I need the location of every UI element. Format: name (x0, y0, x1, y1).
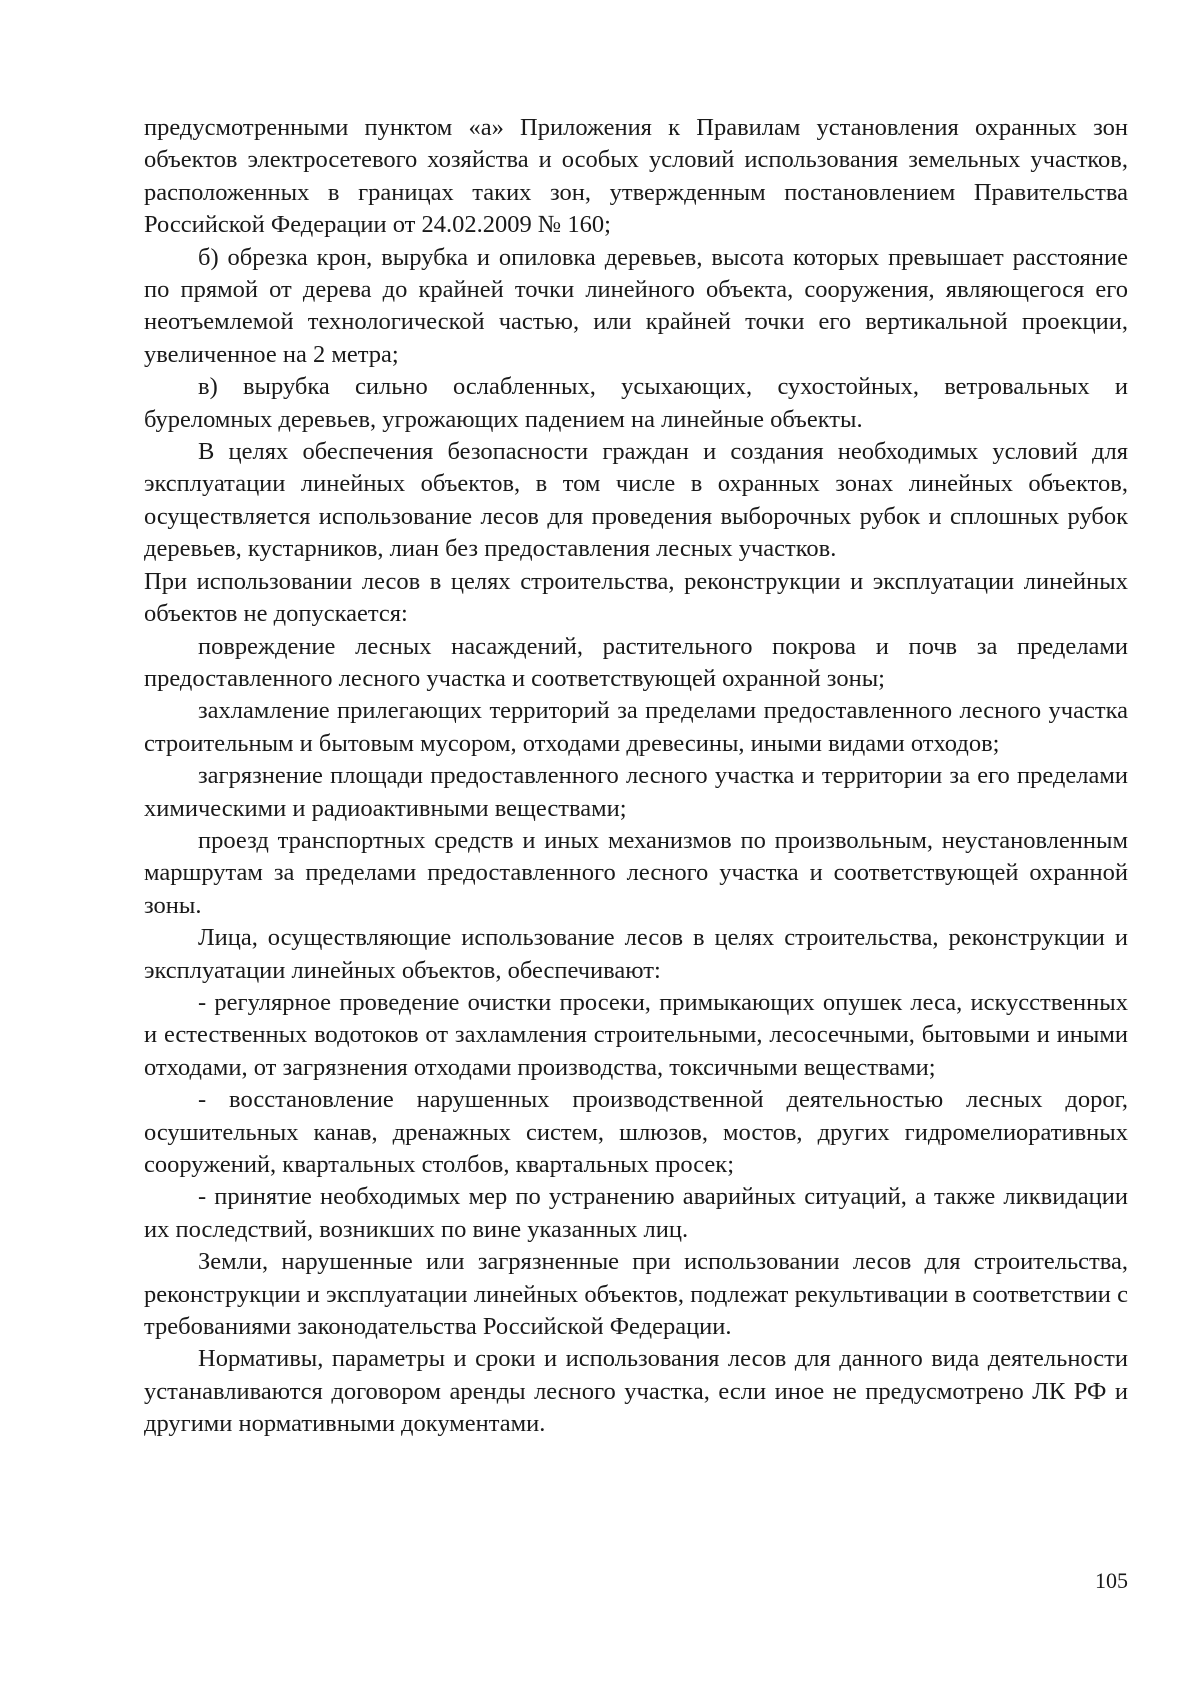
paragraph-1: предусмотренными пунктом «а» Приложения к Правилам установления охранных зон объектов электросетевого хозяйства и особых условий использования земельных участков, расположенных в границах таких зон, утвержденным постановлением Правительства Российской Федерации от 24.02.2009 № 160; (144, 114, 1128, 239)
paragraph-6: повреждение лесных насаждений, растительного покрова и почв за пределами предоставленного лесного участка и соответствующей охранной зоны; (144, 632, 1128, 692)
paragraph-7: захламление прилегающих территорий за пределами предоставленного лесного участка строительным и бытовым мусором, отходами древесины, иными видами отходов; (144, 697, 1128, 757)
page-number: 105 (1095, 1568, 1128, 1593)
paragraph-15: Нормативы, параметры и сроки и использования лесов для данного вида деятельности устанавливаются договором аренды лесного участка, если иное не предусмотрено ЛК РФ и другими нормативными документами. (144, 1345, 1128, 1438)
paragraph-13: - принятие необходимых мер по устранению аварийных ситуаций, а также ликвидации их последствий, возникших по вине указанных лиц. (144, 1183, 1128, 1243)
paragraph-3: в) вырубка сильно ослабленных, усыхающих, сухостойных, ветровальных и буреломных деревьев, угрожающих падением на линейные объекты. (144, 373, 1128, 433)
paragraph-2: б) обрезка крон, вырубка и опиловка деревьев, высота которых превышает расстояние по прямой от дерева до крайней точки линейного объекта, сооружения, являющегося его неотъемлемой технологической частью, или крайней точки его вертикальной проекции, увеличенное на 2 метра; (144, 243, 1128, 368)
paragraph-11: - регулярное проведение очистки просеки, примыкающих опушек леса, искусственных и естественных водотоков от захламления строительными, лесосечными, бытовыми и иными отходами, от загрязнения отходами производства, токсичными веществами; (144, 988, 1128, 1081)
paragraph-9: проезд транспортных средств и иных механизмов по произвольным, неустановленным маршрутам за пределами предоставленного лесного участка и соответствующей охранной зоны. (144, 826, 1128, 919)
paragraph-12: - восстановление нарушенных производственной деятельностью лесных дорог, осушительных канав, дренажных систем, шлюзов, мостов, других гидромелиоративных сооружений, квартальных столбов, квартальных просек; (144, 1086, 1128, 1178)
paragraph-14: Земли, нарушенные или загрязненные при использовании лесов для строительства, реконструкции и эксплуатации линейных объектов, подлежат рекультивации в соответствии с требованиями законодательства Российской Федерации. (144, 1248, 1128, 1341)
paragraph-4: В целях обеспечения безопасности граждан и создания необходимых условий для эксплуатации линейных объектов, в том числе в охранных зонах линейных объектов, осуществляется использование лесов для проведения выборочных рубок и сплошных рубок деревьев, кустарников, лиан без предоставления лесных участков. (144, 438, 1128, 563)
paragraph-8: загрязнение площади предоставленного лесного участка и территории за его пределами химическими и радиоактивными веществами; (144, 762, 1128, 822)
document-body (144, 112, 1128, 1441)
paragraph-5: При использовании лесов в целях строительства, реконструкции и эксплуатации линейных объектов не допускается: (144, 567, 1128, 628)
paragraph-10: Лица, осуществляющие использование лесов в целях строительства, реконструкции и эксплуатации линейных объектов, обеспечивают: (144, 924, 1128, 984)
